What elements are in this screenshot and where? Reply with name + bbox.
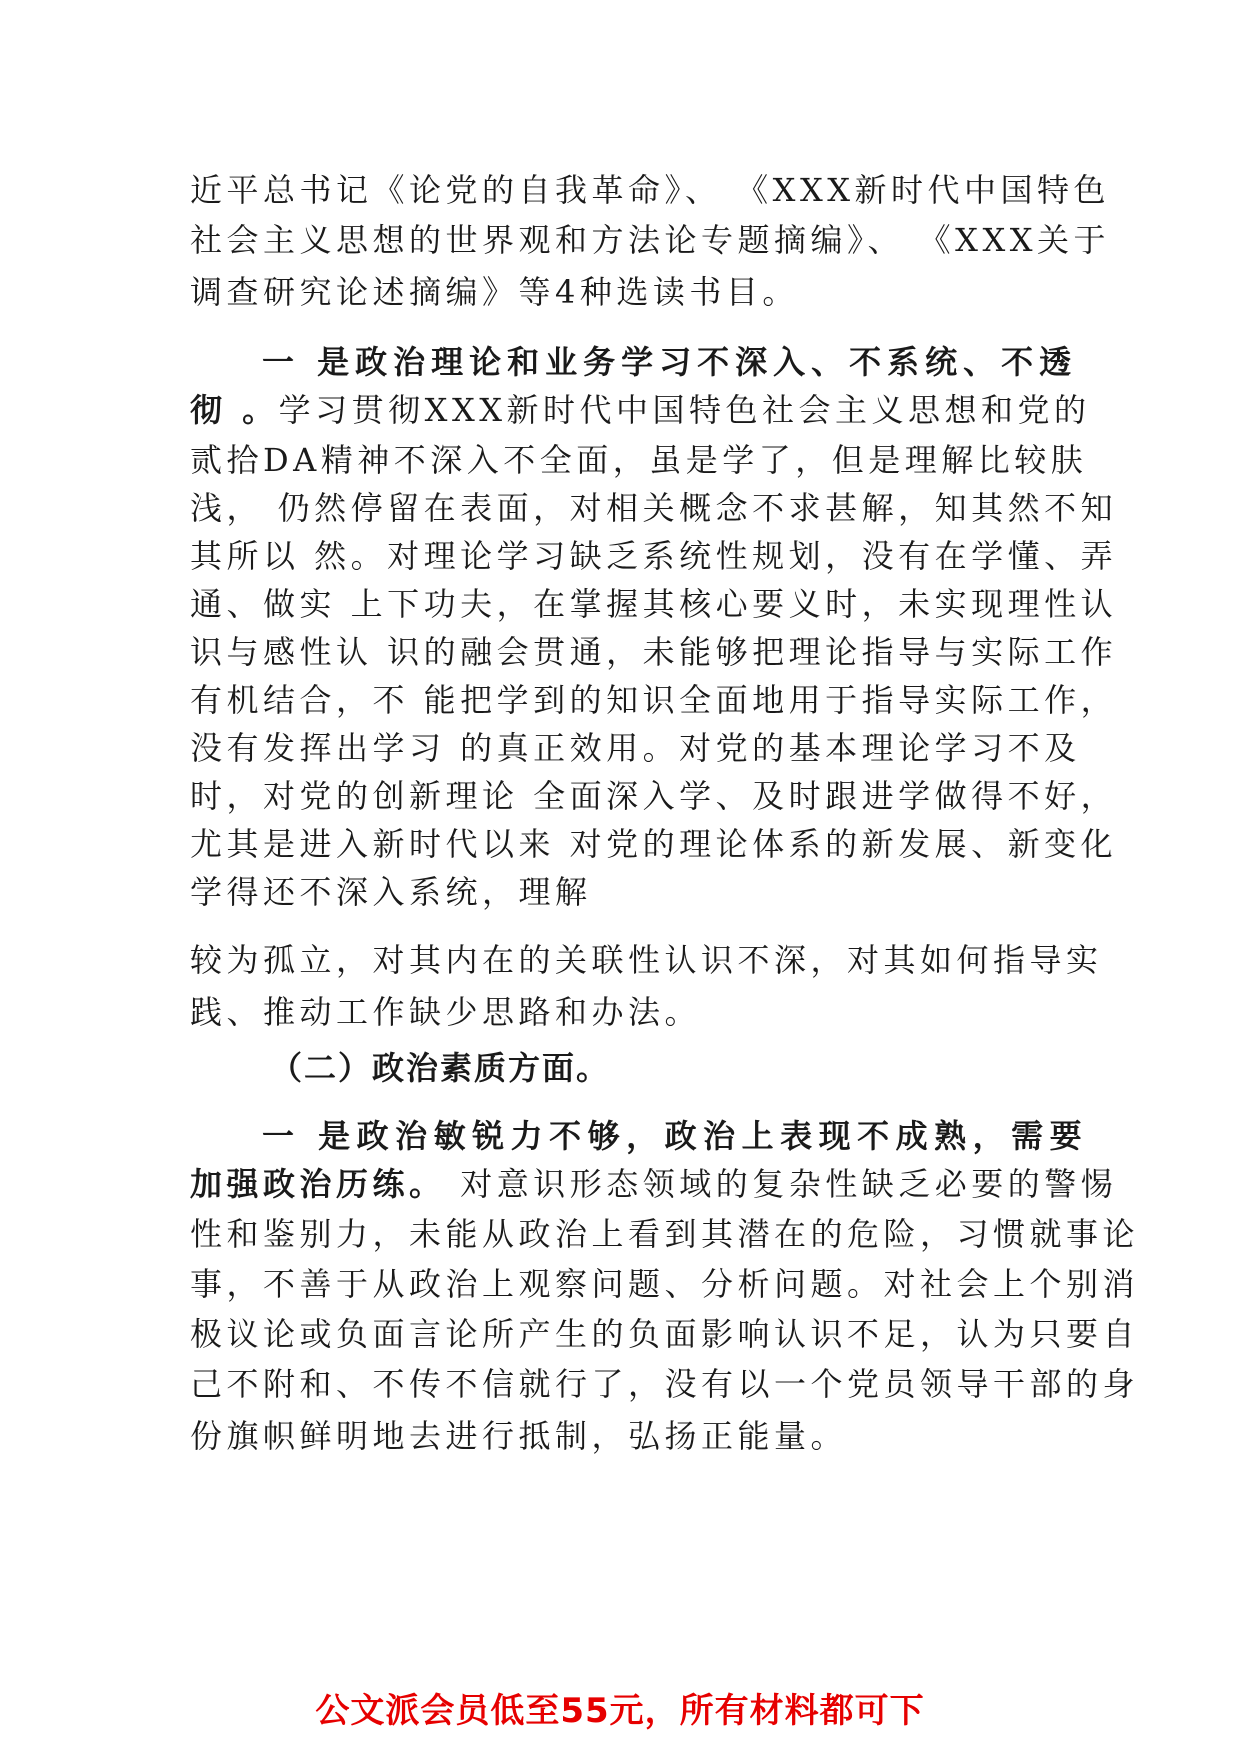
body-line: 事，不善于从政治上观察问题、分析问题。对社会上个别消	[190, 1265, 1140, 1303]
section-heading: 一 是政治敏锐力不够，政治上表现不成熟，需要	[262, 1117, 1089, 1155]
body-line: 有机结合，不 能把学到的知识全面地用于指导实际工作，	[190, 681, 1118, 719]
body-line: 调查研究论述摘编》等4种选读书目。	[190, 273, 799, 311]
body-line: 己不附和、不传不信就行了，没有以一个党员领导干部的身	[190, 1365, 1140, 1403]
body-line: 社会主义思想的世界观和方法论专题摘编》、 《XXX关于	[190, 221, 1111, 259]
body-text: 学习贯彻XXX新时代中国特色社会主义思想和党的	[278, 391, 1091, 429]
body-line: 其所以 然。对理论学习缺乏系统性规划，没有在学懂、弄	[190, 537, 1118, 575]
body-line: 没有发挥出学习 的真正效用。对党的基本理论学习不及	[190, 729, 1081, 767]
body-line: 较为孤立，对其内在的关联性认识不深，对其如何指导实	[190, 941, 1103, 979]
body-line: 份旗帜鲜明地去进行抵制，弘扬正能量。	[190, 1417, 848, 1455]
body-line: 尤其是进入新时代以来 对党的理论体系的新发展、新变化	[190, 825, 1118, 863]
body-line: 学得还不深入系统，理解	[190, 873, 592, 911]
body-line: 性和鉴别力，未能从政治上看到其潜在的危险，习惯就事论	[190, 1215, 1140, 1253]
body-line	[190, 390, 1091, 430]
section-heading-end: 加强政治历练。	[190, 1165, 446, 1203]
body-line: 时，对党的创新理论 全面深入学、及时跟进学做得不好，	[190, 777, 1118, 815]
body-line	[190, 1164, 1117, 1204]
promo-footer: 公文派会员低至55元，所有材料都可下	[315, 1691, 925, 1731]
body-line: 浅， 仍然停留在表面，对相关概念不求甚解，知其然不知	[190, 489, 1118, 527]
body-text: 对意识形态领域的复杂性缺乏必要的警惕	[445, 1165, 1118, 1203]
body-line: 通、做实 上下功夫，在掌握其核心要义时，未实现理性认	[190, 585, 1118, 623]
body-line: 近平总书记《论党的自我革命》、 《XXX新时代中国特色	[190, 171, 1111, 209]
section-heading-end: 彻 。	[190, 391, 279, 429]
body-line: 贰拾DA精神不深入不全面，虽是学了，但是理解比较肤	[190, 441, 1088, 479]
body-line: 极议论或负面言论所产生的负面影响认识不足，认为只要自	[190, 1315, 1140, 1353]
section-heading: 一 是政治理论和业务学习不深入、不系统、不透	[262, 343, 1078, 381]
body-line: 识与感性认 识的融会贯通，未能够把理论指导与实际工作	[190, 633, 1118, 671]
subsection-heading: （二）政治素质方面。	[270, 1049, 611, 1087]
body-line: 践、推动工作缺少思路和办法。	[190, 993, 702, 1031]
